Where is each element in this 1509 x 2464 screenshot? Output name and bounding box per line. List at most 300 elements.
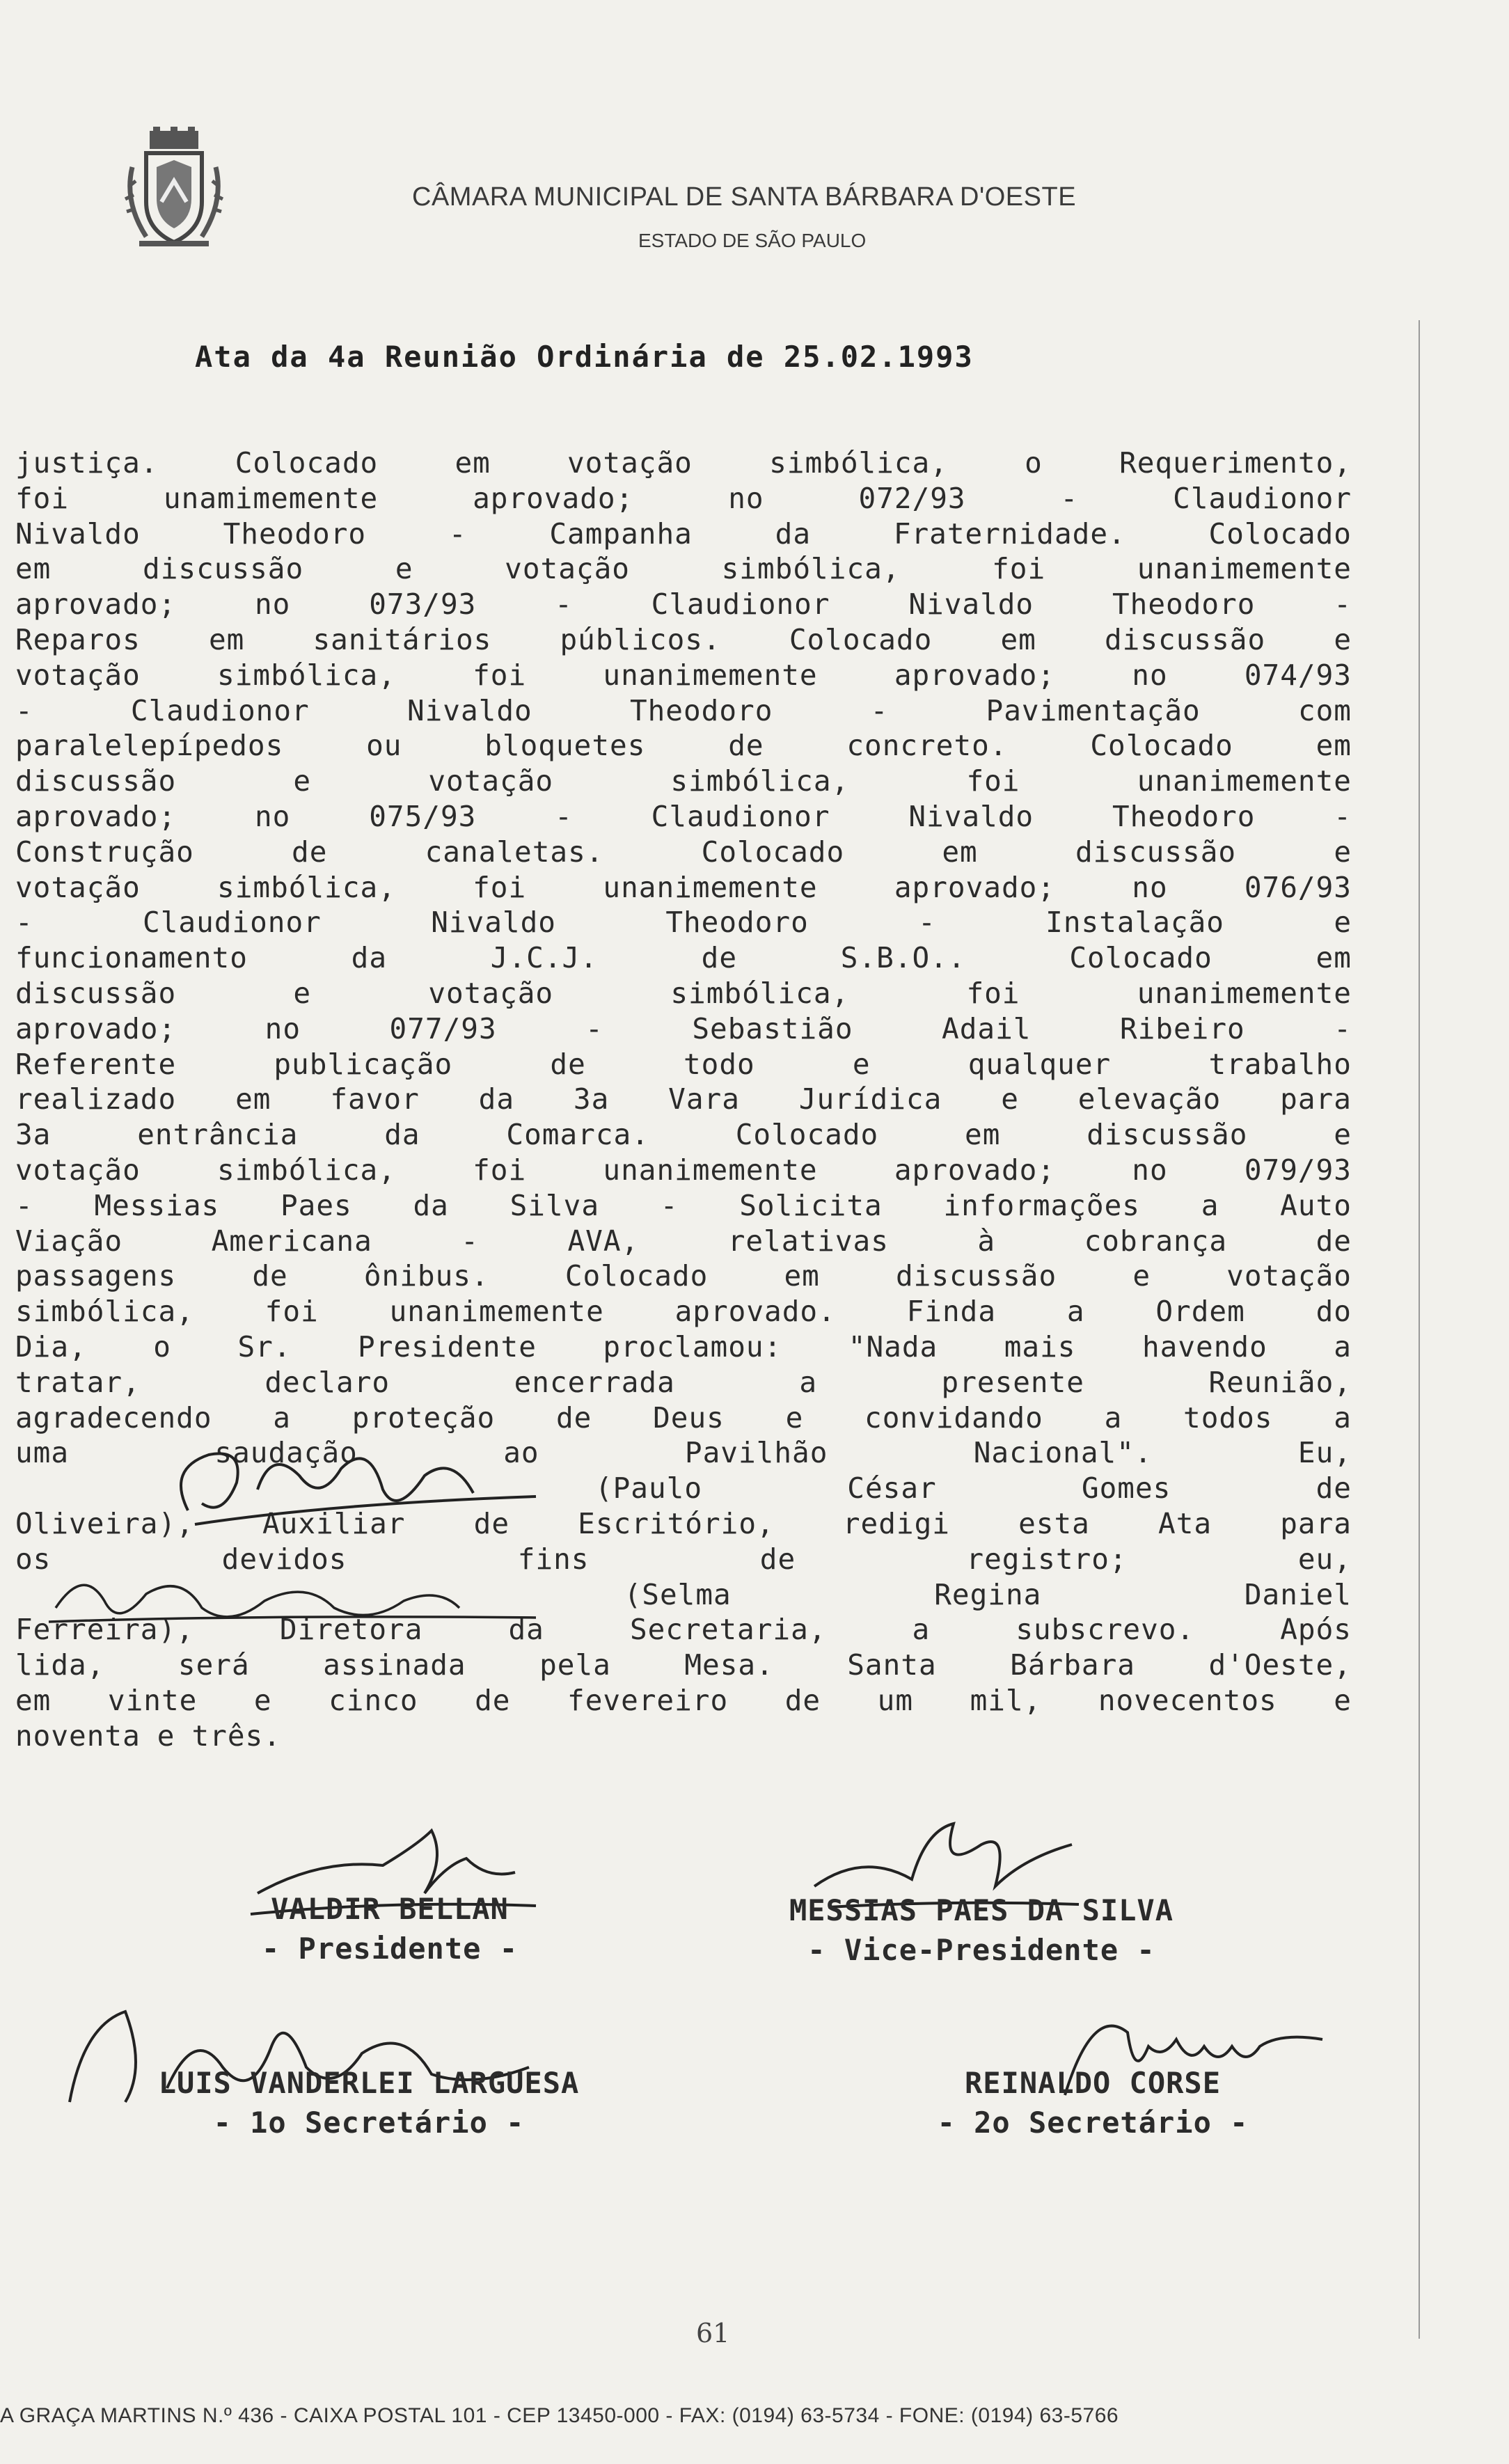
minutes-word: a <box>1066 1295 1085 1329</box>
minutes-word: simbólica, <box>217 1153 396 1187</box>
minutes-word: - <box>461 1224 479 1258</box>
minutes-word: Jurídica <box>798 1082 942 1116</box>
minutes-word: 077/93 <box>389 1011 497 1045</box>
minutes-word: no <box>264 1011 301 1045</box>
minutes-line <box>15 1117 1352 1153</box>
minutes-word: em <box>1000 622 1036 656</box>
minutes-word: de <box>550 1047 586 1081</box>
minutes-word: 075/93 <box>369 799 477 833</box>
minutes-word: Campanha <box>549 516 693 551</box>
minutes-word: Sr. <box>237 1329 292 1364</box>
minutes-word: Adail <box>942 1011 1032 1045</box>
minutes-word: discussão <box>15 764 177 798</box>
minutes-line <box>15 481 1352 516</box>
minutes-word: Ribeiro <box>1119 1011 1245 1045</box>
minutes-word: e <box>293 764 312 798</box>
minutes-word: tratar, <box>15 1365 141 1399</box>
minutes-word: Bárbara <box>1010 1648 1135 1682</box>
minutes-word: canaletas. <box>425 835 604 869</box>
minutes-word: fevereiro <box>567 1683 729 1717</box>
minutes-line <box>15 1258 1352 1294</box>
first-secretary-name: LUIS VANDERLEI LARGUESA <box>158 2066 580 2100</box>
handwritten-signature-paulo <box>160 1427 550 1545</box>
minutes-word: informações <box>943 1188 1140 1222</box>
minutes-word: - <box>1060 481 1079 515</box>
minutes-word: Nivaldo <box>15 516 141 551</box>
minutes-word: e <box>1334 1683 1352 1717</box>
minutes-word: Gomes <box>1081 1471 1171 1506</box>
minutes-word: ou <box>366 729 402 763</box>
minutes-word: da <box>775 516 812 551</box>
minutes-word: e <box>1334 835 1352 869</box>
minutes-word: foi <box>15 481 70 515</box>
minutes-line <box>15 445 1352 481</box>
margin-rule <box>1419 320 1420 2339</box>
minutes-word: da <box>413 1188 449 1222</box>
minutes-word: discussão <box>1104 622 1266 656</box>
minutes-word: em <box>942 835 978 869</box>
minutes-word: declaro <box>264 1365 390 1399</box>
minutes-word: 072/93 <box>858 481 966 515</box>
minutes-line <box>15 940 1352 976</box>
minutes-word: Ordem <box>1155 1295 1245 1329</box>
minutes-line <box>15 1011 1352 1047</box>
minutes-word: unanimemente <box>603 870 818 904</box>
minutes-word: Comarca. <box>506 1118 649 1152</box>
minutes-word: subscrevo. <box>1016 1613 1195 1647</box>
minutes-line <box>15 1082 1352 1117</box>
minutes-word: cobrança <box>1084 1224 1228 1258</box>
minutes-word: Colocado <box>564 1259 709 1293</box>
minutes-word: Daniel <box>1244 1577 1352 1611</box>
minutes-line <box>15 835 1352 870</box>
minutes-word: a <box>799 1365 817 1399</box>
minutes-word: no <box>255 587 291 622</box>
minutes-word: de <box>292 835 328 869</box>
minutes-line <box>15 870 1352 906</box>
minutes-word: cinco <box>329 1683 418 1717</box>
minutes-word: Diretora <box>279 1613 423 1647</box>
minutes-word: - <box>15 1188 33 1222</box>
minutes-word: simbólica, <box>217 870 396 904</box>
minutes-word: votação <box>428 764 554 798</box>
minutes-word: a <box>1334 1329 1352 1364</box>
minutes-word: Colocado <box>235 446 379 480</box>
footer-address: A GRAÇA MARTINS N.º 436 - CAIXA POSTAL 101 - CEP 13450-000 - FAX: (0194) 63-5734 - FONE: (0194) 63-5766 <box>0 2404 1119 2427</box>
minutes-word: convidando <box>864 1400 1043 1435</box>
minutes-word: Reparos <box>15 622 141 656</box>
minutes-word: Fraternidade. <box>893 516 1126 551</box>
minutes-word: devidos <box>221 1542 347 1576</box>
minutes-word: da <box>508 1613 544 1647</box>
minutes-word: entrância <box>137 1118 299 1152</box>
minutes-line <box>15 728 1352 764</box>
minutes-word: no <box>1132 870 1168 904</box>
minutes-word: Instalação <box>1045 906 1224 940</box>
vice-president-role: - Vice-Presidente - <box>807 1933 1155 1967</box>
minutes-word: Referente <box>15 1047 177 1081</box>
minutes-line <box>15 799 1352 835</box>
minutes-word: 3a <box>573 1082 610 1116</box>
minutes-word: - <box>1334 587 1352 622</box>
minutes-word: foi <box>473 658 527 692</box>
minutes-word: será <box>177 1648 250 1682</box>
minutes-word: Nivaldo <box>908 587 1034 622</box>
minutes-word: discussão <box>143 552 304 586</box>
minutes-word: 3a <box>15 1118 52 1152</box>
minutes-word: 076/93 <box>1244 870 1352 904</box>
minutes-word: unamimemente <box>163 481 379 515</box>
minutes-word: discussão <box>15 976 177 1010</box>
minutes-word: encerrada <box>514 1365 675 1399</box>
minutes-word: foi <box>992 552 1046 586</box>
minutes-word: presente <box>941 1365 1084 1399</box>
minutes-word: elevação <box>1077 1082 1222 1116</box>
page-number: 61 <box>696 2318 730 2348</box>
minutes-word: aprovado; <box>15 799 177 833</box>
minutes-word: Colocado <box>701 835 845 869</box>
minutes-word: César <box>847 1471 937 1506</box>
minutes-word: do <box>1316 1295 1352 1329</box>
minutes-line <box>15 976 1352 1011</box>
first-secretary-role: - 1o Secretário - <box>213 2106 525 2140</box>
signature-block-first-secretary <box>104 2066 633 2140</box>
minutes-word: mil, <box>970 1683 1042 1717</box>
minutes-word: "Nada <box>848 1329 938 1364</box>
minutes-line <box>15 1648 1352 1683</box>
municipal-coat-of-arms-icon <box>118 125 230 258</box>
minutes-word: de <box>1316 1471 1352 1506</box>
minutes-word: eu, <box>1297 1542 1352 1576</box>
minutes-word: Auxiliar <box>262 1506 406 1540</box>
minutes-word: - <box>1334 799 1352 833</box>
minutes-word: e <box>1132 1259 1151 1293</box>
minutes-word: a <box>1201 1188 1219 1222</box>
minutes-word: em <box>1316 941 1352 975</box>
minutes-word: havendo <box>1141 1329 1267 1364</box>
minutes-word: em <box>784 1259 820 1293</box>
minutes-word: e <box>293 976 312 1010</box>
minutes-word: Nivaldo <box>406 693 532 727</box>
minutes-word: da <box>384 1118 420 1152</box>
minutes-word: de <box>701 941 738 975</box>
minutes-word: a <box>1104 1400 1123 1435</box>
minutes-word: qualquer <box>967 1047 1112 1081</box>
minutes-word: com <box>1297 693 1352 727</box>
minutes-word: Silva <box>509 1188 600 1222</box>
minutes-word: Theodoro <box>629 693 773 727</box>
minutes-word: foi <box>264 1295 319 1329</box>
minutes-word: unanimemente <box>1137 764 1352 798</box>
minutes-word: uma <box>15 1436 70 1470</box>
minutes-word: para <box>1280 1082 1352 1116</box>
minutes-word: a <box>912 1613 931 1647</box>
minutes-word: unanimemente <box>603 1153 818 1187</box>
minutes-word: Nivaldo <box>431 906 556 940</box>
minutes-word: ao <box>503 1436 539 1470</box>
minutes-word: aprovado. <box>674 1295 836 1329</box>
minutes-word: aprovado; <box>473 481 634 515</box>
minutes-line <box>15 1683 1352 1719</box>
minutes-word: em <box>235 1082 271 1116</box>
minutes-word: unanimemente <box>389 1295 604 1329</box>
minutes-word: simbólica, <box>721 552 901 586</box>
minutes-word: para <box>1280 1506 1352 1540</box>
organization-name: CÂMARA MUNICIPAL DE SANTA BÁRBARA D'OESTE <box>412 182 1077 212</box>
minutes-word: realizado <box>15 1082 177 1116</box>
minutes-word: de <box>475 1683 511 1717</box>
minutes-word: em <box>15 552 52 586</box>
minutes-word: AVA, <box>567 1224 640 1258</box>
minutes-word: Requerimento, <box>1119 446 1352 480</box>
minutes-word: simbólica, <box>15 1295 194 1329</box>
minutes-line <box>15 905 1352 940</box>
minutes-word: bloquetes <box>484 729 646 763</box>
minutes-word: Pavimentação <box>986 693 1201 727</box>
minutes-word: votação <box>15 1153 141 1187</box>
minutes-word: aprovado; <box>894 870 1056 904</box>
minutes-word: e <box>1334 622 1352 656</box>
minutes-word: Claudionor <box>651 587 830 622</box>
second-secretary-name: REINALDO CORSE <box>964 2066 1221 2100</box>
minutes-word: discussão <box>895 1259 1057 1293</box>
handwritten-signature-selma <box>42 1559 543 1636</box>
minutes-word: 073/93 <box>369 587 477 622</box>
minutes-word: justiça. <box>15 446 159 480</box>
minutes-word: a <box>1334 1400 1352 1435</box>
minutes-word: - <box>918 906 936 940</box>
minutes-word: da <box>351 941 388 975</box>
minutes-word: votação <box>505 552 630 586</box>
minutes-word: unanimemente <box>603 658 818 692</box>
minutes-word: de <box>252 1259 288 1293</box>
minutes-word: votação <box>428 976 554 1010</box>
minutes-word: - <box>1334 1011 1352 1045</box>
minutes-line <box>15 1047 1352 1082</box>
state-name: ESTADO DE SÃO PAULO <box>638 230 867 251</box>
minutes-word: e <box>253 1683 272 1717</box>
minutes-word: no <box>1132 658 1168 692</box>
minutes-word: - <box>448 516 467 551</box>
minutes-word: votação <box>15 658 141 692</box>
minutes-word: (Selma <box>624 1577 732 1611</box>
minutes-line <box>15 1365 1352 1400</box>
minutes-word: - <box>585 1011 603 1045</box>
minutes-line <box>15 551 1352 587</box>
minutes-word: Claudionor <box>143 906 322 940</box>
minutes-word: de <box>784 1683 821 1717</box>
minutes-word: proclamou: <box>603 1329 782 1364</box>
minutes-word: Theodoro <box>1112 799 1256 833</box>
minutes-word: - <box>870 693 889 727</box>
minutes-word: discussão <box>1087 1118 1248 1152</box>
minutes-word: em <box>965 1118 1001 1152</box>
minutes-word: pela <box>539 1648 611 1682</box>
second-secretary-role: - 2o Secretário - <box>937 2106 1249 2140</box>
minutes-word: esta <box>1018 1506 1090 1540</box>
minutes-word: votação <box>15 870 141 904</box>
minutes-word: três. <box>191 1719 281 1753</box>
minutes-word: de <box>728 729 764 763</box>
minutes-word: passagens <box>15 1259 177 1293</box>
minutes-word: Vara <box>668 1082 740 1116</box>
minutes-word: no <box>1132 1153 1168 1187</box>
minutes-word: aprovado; <box>894 1153 1056 1187</box>
minutes-word: simbólica, <box>670 976 850 1010</box>
minutes-word: (Paulo <box>594 1471 703 1506</box>
minutes-word: Auto <box>1280 1188 1352 1222</box>
minutes-word: discussão <box>1075 835 1237 869</box>
minutes-word: 079/93 <box>1244 1153 1352 1187</box>
minutes-word: trabalho <box>1208 1047 1352 1081</box>
minutes-word: e <box>395 552 413 586</box>
minutes-word: Reunião, <box>1208 1365 1352 1399</box>
minutes-word: relativas <box>727 1224 889 1258</box>
minutes-word: Solicita <box>739 1188 883 1222</box>
minutes-word: - <box>15 906 33 940</box>
minutes-word: Colocado <box>789 622 933 656</box>
minutes-word: aprovado; <box>15 587 177 622</box>
minutes-line <box>15 516 1352 552</box>
minutes-word: Paes <box>280 1188 352 1222</box>
signature-block-vice-president <box>759 1893 1204 1967</box>
minutes-word: Construção <box>15 835 194 869</box>
signature-block-president <box>195 1892 585 1966</box>
minutes-word: sanitários <box>313 622 492 656</box>
minutes-word: Dia, <box>15 1329 87 1364</box>
minutes-word: Oliveira), <box>15 1506 194 1540</box>
minutes-word: ônibus. <box>363 1259 489 1293</box>
minutes-word: Santa <box>847 1648 937 1682</box>
minutes-word: unanimemente <box>1137 552 1352 586</box>
minutes-word: no <box>255 799 291 833</box>
minutes-word: mais <box>1004 1329 1076 1364</box>
minutes-word: de <box>555 1400 592 1435</box>
minutes-line <box>15 1153 1352 1188</box>
minutes-word: Escritório, <box>578 1506 775 1540</box>
minutes-word: Presidente <box>358 1329 537 1364</box>
minutes-word: Claudionor <box>1173 481 1352 515</box>
minutes-word: proteção <box>351 1400 496 1435</box>
minutes-line <box>15 1719 1352 1754</box>
minutes-word: Claudionor <box>651 799 830 833</box>
minutes-word: agradecendo <box>15 1400 212 1435</box>
minutes-line <box>15 764 1352 799</box>
minutes-line <box>15 1294 1352 1329</box>
minutes-word: Nivaldo <box>908 799 1034 833</box>
minutes-word: Theodoro <box>1112 587 1256 622</box>
minutes-word: 074/93 <box>1244 658 1352 692</box>
minutes-word: Ata <box>1158 1506 1212 1540</box>
minutes-word: funcionamento <box>15 941 248 975</box>
minutes-word: votação <box>1226 1259 1352 1293</box>
minutes-word: em <box>455 446 491 480</box>
minutes-line <box>15 693 1352 729</box>
minutes-word: à <box>977 1224 996 1258</box>
minutes-word: novecentos <box>1098 1683 1277 1717</box>
minutes-word: em <box>15 1683 52 1717</box>
minutes-word: Colocado <box>1208 516 1352 551</box>
minutes-word: - <box>555 799 573 833</box>
minutes-word: J.C.J. <box>490 941 598 975</box>
minutes-word: Secretaria, <box>629 1613 827 1647</box>
minutes-word: simbólica, <box>217 658 396 692</box>
minutes-word: Theodoro <box>223 516 367 551</box>
minutes-word: Colocado <box>1090 729 1233 763</box>
minutes-word: Americana <box>211 1224 372 1258</box>
minutes-line <box>15 658 1352 693</box>
minutes-word: o <box>1025 446 1043 480</box>
vice-president-name: MESSIAS PAES DA SILVA <box>789 1893 1174 1927</box>
minutes-line <box>15 622 1352 658</box>
minutes-word: e <box>1001 1082 1019 1116</box>
minutes-word: em <box>208 622 245 656</box>
minutes-word: e <box>785 1400 804 1435</box>
minutes-word: e <box>1334 1118 1352 1152</box>
minutes-word: no <box>728 481 764 515</box>
minutes-word: Após <box>1280 1613 1352 1647</box>
minutes-word: - <box>660 1188 679 1222</box>
minutes-word: de <box>759 1542 796 1576</box>
minutes-title: Ata da 4a Reunião Ordinária de 25.02.1993 <box>195 340 974 374</box>
minutes-word: Messias <box>94 1188 220 1222</box>
minutes-word: de <box>1316 1224 1352 1258</box>
minutes-word: S.B.O.. <box>840 941 966 975</box>
minutes-word: - <box>555 587 573 622</box>
president-role: - Presidente - <box>261 1932 518 1966</box>
minutes-word: concreto. <box>846 729 1008 763</box>
minutes-word: foi <box>473 1153 527 1187</box>
minutes-word: os <box>15 1542 52 1576</box>
minutes-word: paralelepípedos <box>15 729 284 763</box>
minutes-word: simbólica, <box>670 764 850 798</box>
minutes-word: foi <box>966 976 1020 1010</box>
minutes-word: o <box>153 1329 171 1364</box>
minutes-word: públicos. <box>560 622 721 656</box>
minutes-word: simbólica, <box>769 446 948 480</box>
minutes-line <box>15 1224 1352 1259</box>
minutes-word: Viação <box>15 1224 123 1258</box>
minutes-word: Pavilhão <box>684 1436 828 1470</box>
minutes-word: redigi <box>842 1506 950 1540</box>
minutes-word: foi <box>966 764 1020 798</box>
minutes-word: em <box>1316 729 1352 763</box>
minutes-word: de <box>473 1506 510 1540</box>
minutes-word: noventa <box>15 1719 141 1753</box>
minutes-word: Theodoro <box>665 906 809 940</box>
minutes-word: Sebastião <box>692 1011 853 1045</box>
minutes-word: saudação <box>214 1436 358 1470</box>
minutes-word: favor <box>330 1082 420 1116</box>
minutes-word: a <box>273 1400 291 1435</box>
minutes-word: vinte <box>107 1683 198 1717</box>
minutes-word: e <box>852 1047 871 1081</box>
minutes-word: Ferreira), <box>15 1613 194 1647</box>
minutes-word: Eu, <box>1297 1436 1352 1470</box>
minutes-word: Mesa. <box>684 1648 774 1682</box>
minutes-word: aprovado; <box>894 658 1056 692</box>
minutes-word: Colocado <box>1069 941 1212 975</box>
minutes-word: aprovado; <box>15 1011 177 1045</box>
minutes-word: registro; <box>966 1542 1128 1576</box>
minutes-word: todo <box>683 1047 755 1081</box>
minutes-line <box>15 587 1352 622</box>
minutes-word: votação <box>567 446 693 480</box>
minutes-line <box>15 1329 1352 1365</box>
minutes-word: todos <box>1183 1400 1273 1435</box>
minutes-word: e <box>157 1719 175 1753</box>
minutes-word: Claudionor <box>130 693 310 727</box>
